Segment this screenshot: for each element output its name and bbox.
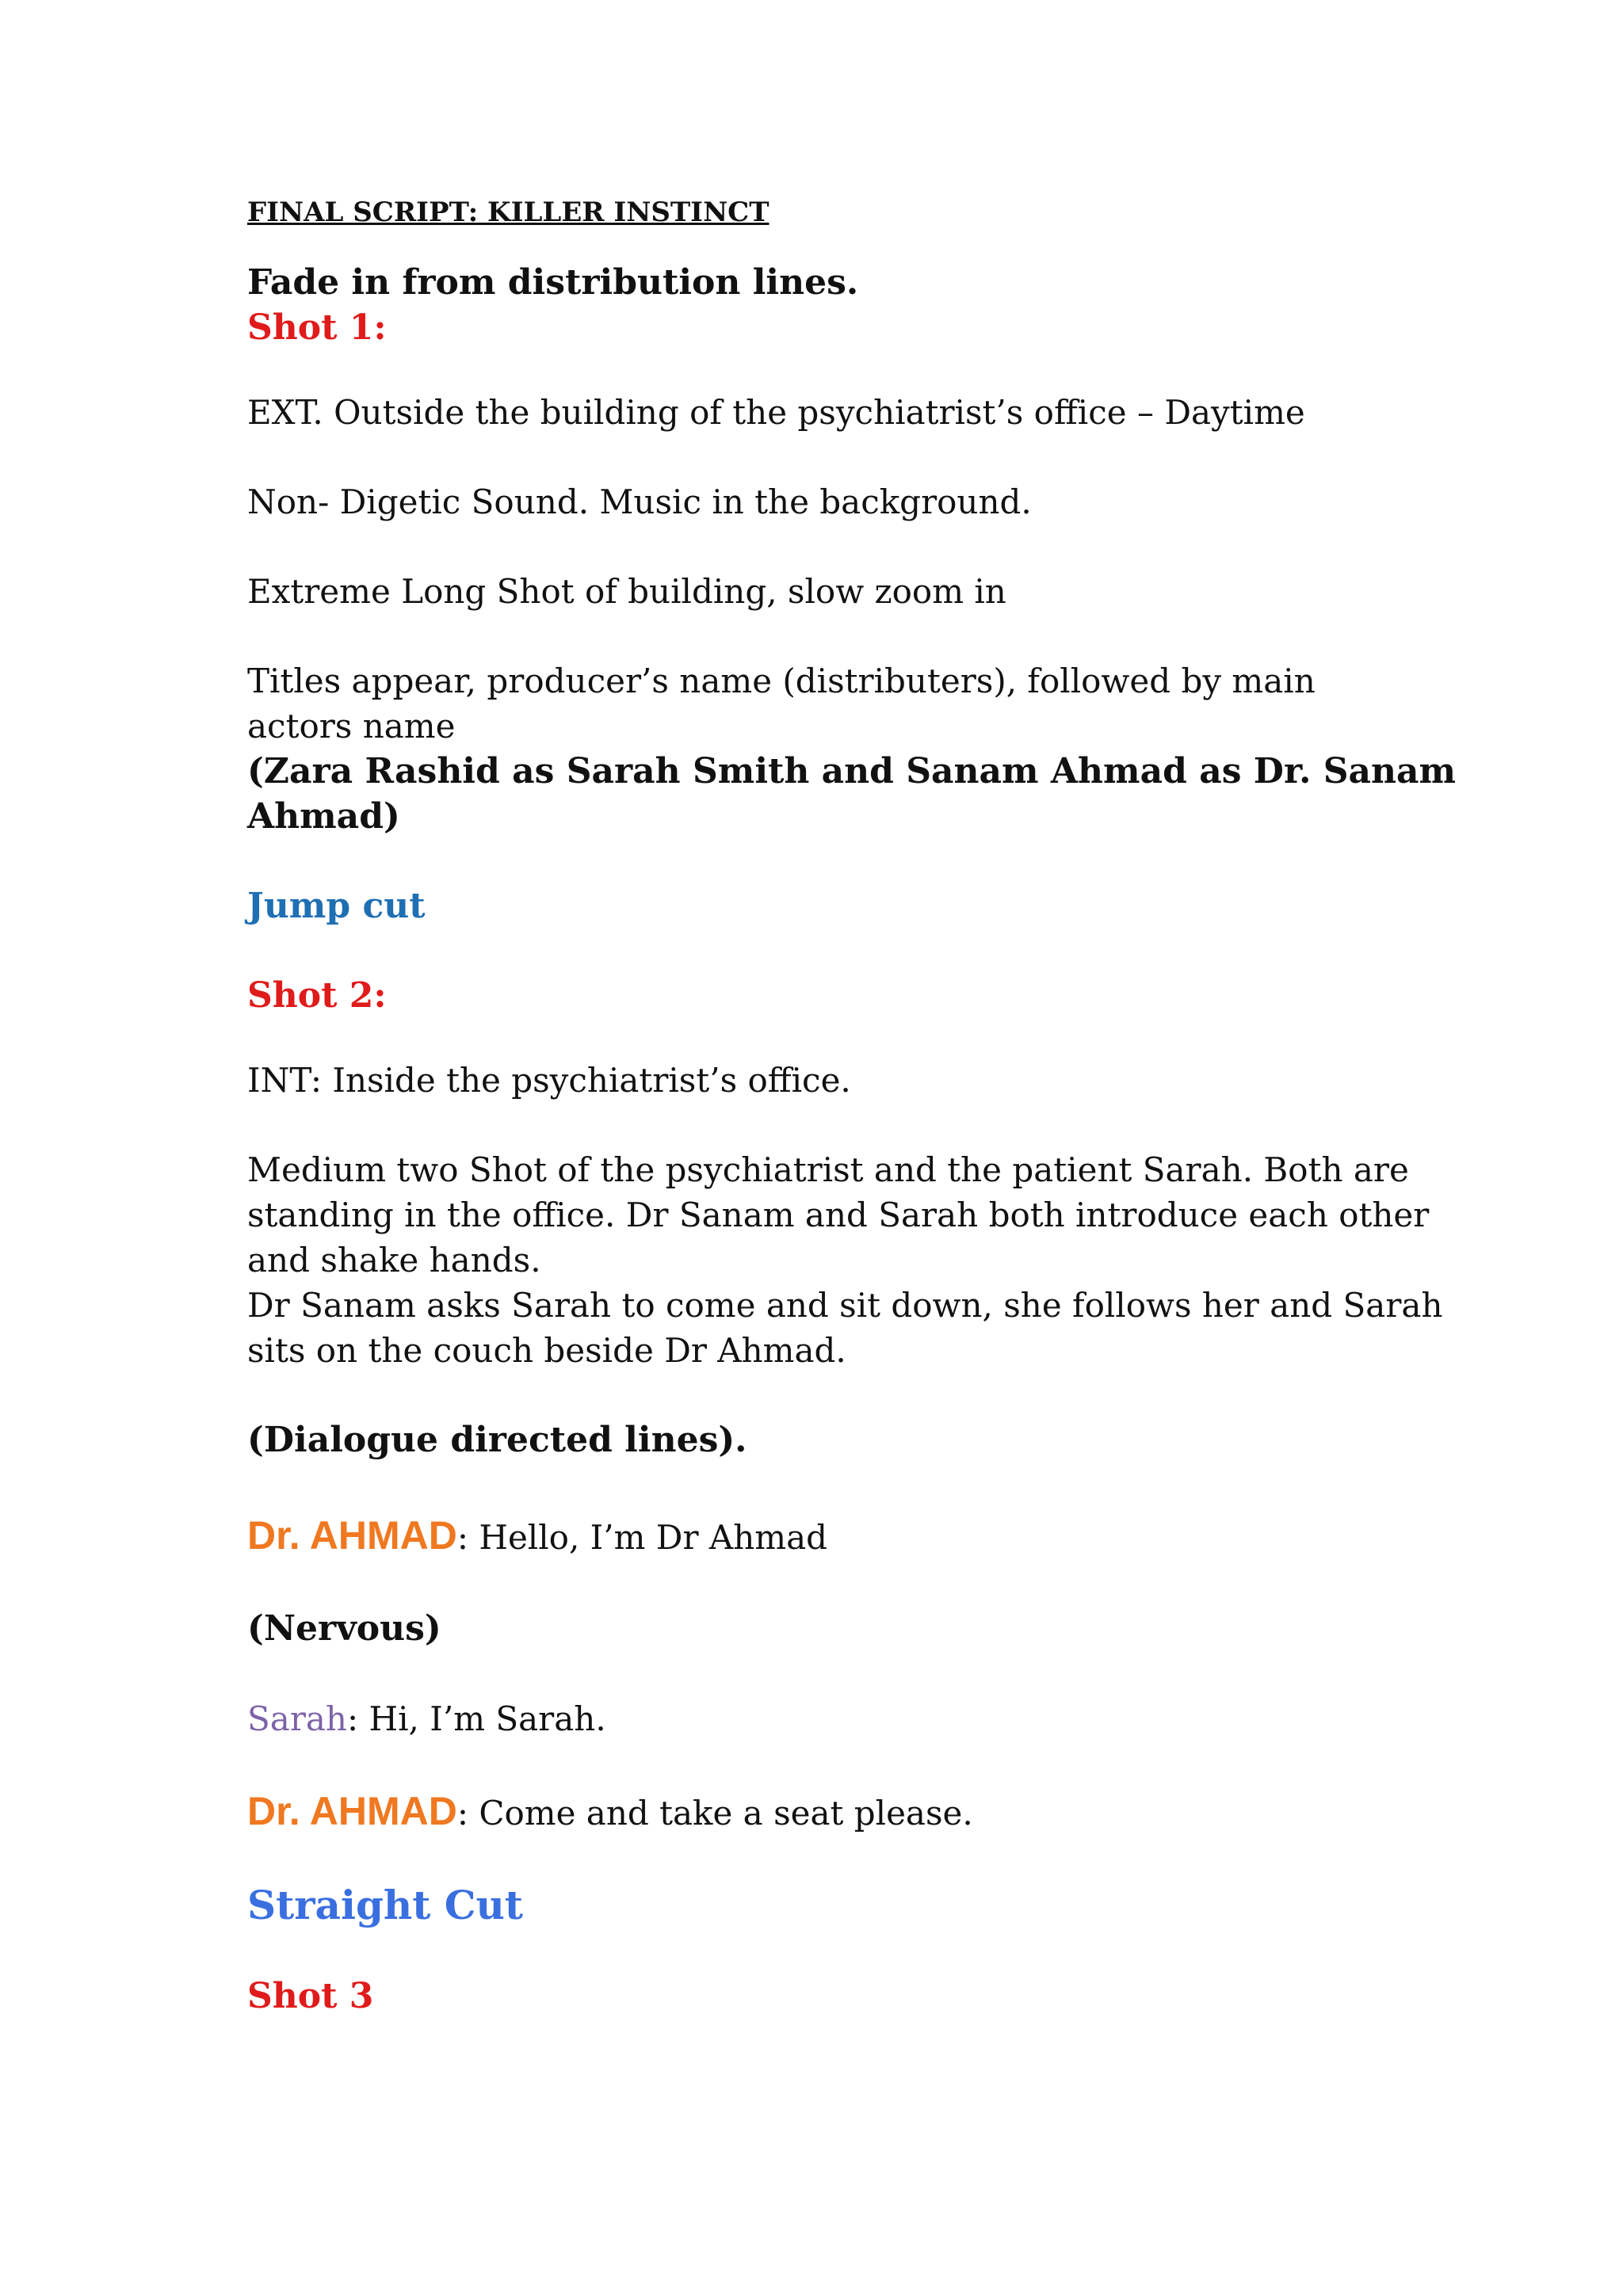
script-title: FINAL SCRIPT: KILLER INSTINCT xyxy=(247,196,769,228)
dialogue-line-3 xyxy=(247,1787,1396,1837)
shot-1-label: Shot 1: xyxy=(247,307,387,348)
shot-1-setting: EXT. Outside the building of the psychiatrist’s office – Daytime xyxy=(247,393,1305,432)
cast-line-2: Ahmad) xyxy=(247,796,400,837)
shot-2-desc-line-2: standing in the office. Dr Sanam and Sarah both introduce each other xyxy=(247,1196,1430,1234)
script-page xyxy=(247,196,1457,2019)
speaker-dr-ahmad: Dr. AHMAD xyxy=(247,1513,457,1558)
speaker-sarah: Sarah xyxy=(247,1699,347,1738)
dialogue-line-1 xyxy=(247,1512,1396,1562)
shot-1-titles-line-1: Titles appear, producer’s name (distributers), followed by main xyxy=(247,662,1316,700)
shot-2-desc-line-5: sits on the couch beside Dr Ahmad. xyxy=(247,1331,846,1370)
cast-line-1: (Zara Rashid as Sarah Smith and Sanam Ahmad as Dr. Sanam xyxy=(247,751,1457,791)
shot-2-desc-line-1: Medium two Shot of the psychiatrist and the patient Sarah. Both are xyxy=(247,1150,1409,1189)
shot-2-setting: INT: Inside the psychiatrist’s office. xyxy=(247,1061,851,1100)
shot-2-desc-line-3: and shake hands. xyxy=(247,1241,541,1280)
shot-2-label: Shot 2: xyxy=(247,975,387,1016)
shot-1-sound: Non- Digetic Sound. Music in the background. xyxy=(247,482,1032,521)
shot-2-desc-line-4: Dr Sanam asks Sarah to come and sit down, she follows her and Sarah xyxy=(247,1286,1443,1325)
fade-in-direction: Fade in from distribution lines. xyxy=(247,262,859,303)
shot-1-camera: Extreme Long Shot of building, slow zoom in xyxy=(247,572,1006,611)
dialogue-line-2 xyxy=(247,1695,1396,1743)
dialogue-text-2: : Hi, I’m Sarah. xyxy=(346,1699,606,1738)
straight-cut-transition: Straight Cut xyxy=(247,1882,523,1928)
speaker-dr-ahmad-2: Dr. AHMAD xyxy=(247,1789,457,1833)
dialogue-text-1: : Hello, I’m Dr Ahmad xyxy=(456,1518,828,1557)
shot-1-titles-line-2: actors name xyxy=(247,707,456,746)
jump-cut-transition: Jump cut xyxy=(247,886,426,926)
nervous-direction: (Nervous) xyxy=(247,1608,441,1649)
dialogue-text-3: : Come and take a seat please. xyxy=(456,1794,973,1833)
shot-3-label: Shot 3 xyxy=(247,1976,374,2016)
dialogue-direction: (Dialogue directed lines). xyxy=(247,1420,747,1460)
